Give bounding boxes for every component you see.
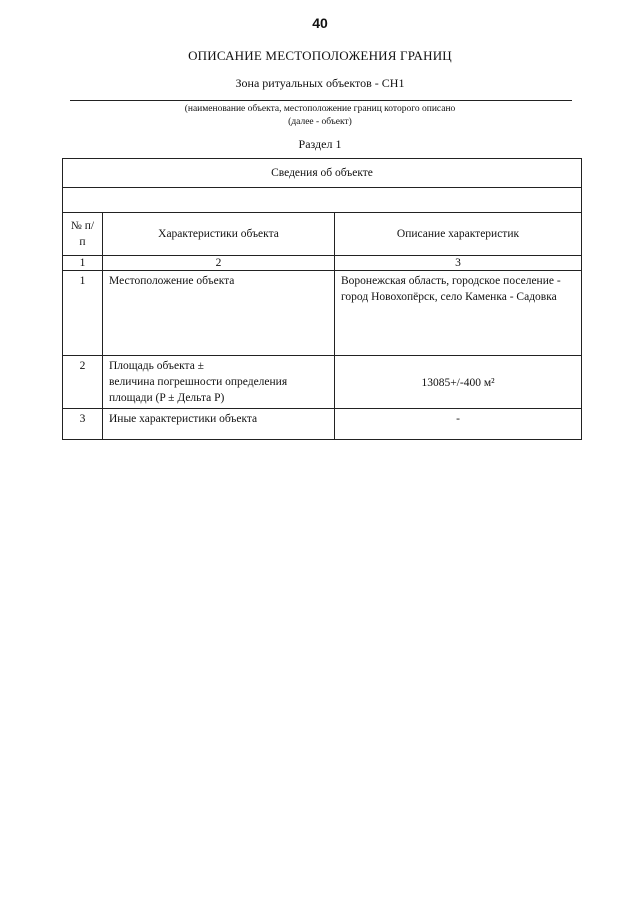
row-characteristic-line-1: Площадь объекта ± [109,360,204,372]
header-num: № п/п [63,213,103,256]
row-num: 2 [63,356,103,409]
row-characteristic: Местоположение объекта [103,271,335,356]
table-title-row [63,159,582,188]
column-number: 3 [335,256,582,271]
table-header-row [63,213,582,256]
row-characteristic [103,356,335,409]
caption-line-2: (далее - объект) [288,117,352,127]
row-description: Воронежская область, городское поселение - город Новохопёрск, село Каменка - Садовка [335,271,582,356]
row-description: 13085+/-400 м² [335,356,582,409]
table-blank-cell [63,188,582,213]
column-number-row [63,256,582,271]
object-name: Зона ритуальных объектов - СН1 [235,76,405,90]
row-characteristic: Иные характеристики объекта [103,409,335,440]
table-row [63,356,582,409]
table-row [63,271,582,356]
header-characteristic: Характеристики объекта [103,213,335,256]
object-info-table [62,158,582,440]
table-row [63,409,582,440]
underline-rule [70,100,572,101]
section-heading: Раздел 1 [298,137,342,151]
column-number: 2 [103,256,335,271]
table-title: Сведения об объекте [63,159,582,188]
document-title: ОПИСАНИЕ МЕСТОПОЛОЖЕНИЯ ГРАНИЦ [188,48,452,63]
row-num: 3 [63,409,103,440]
table-blank-row [63,188,582,213]
page-number: 40 [312,15,328,31]
row-num: 1 [63,271,103,356]
row-description: - [335,409,582,440]
row-characteristic-line-2: величина погрешности определения площади (P ± Дельта P) [109,376,288,404]
header-description: Описание характеристик [335,213,582,256]
caption-line-1: (наименование объекта, местоположение границ которого описано [184,104,456,114]
column-number: 1 [63,256,103,271]
object-caption [0,103,640,129]
